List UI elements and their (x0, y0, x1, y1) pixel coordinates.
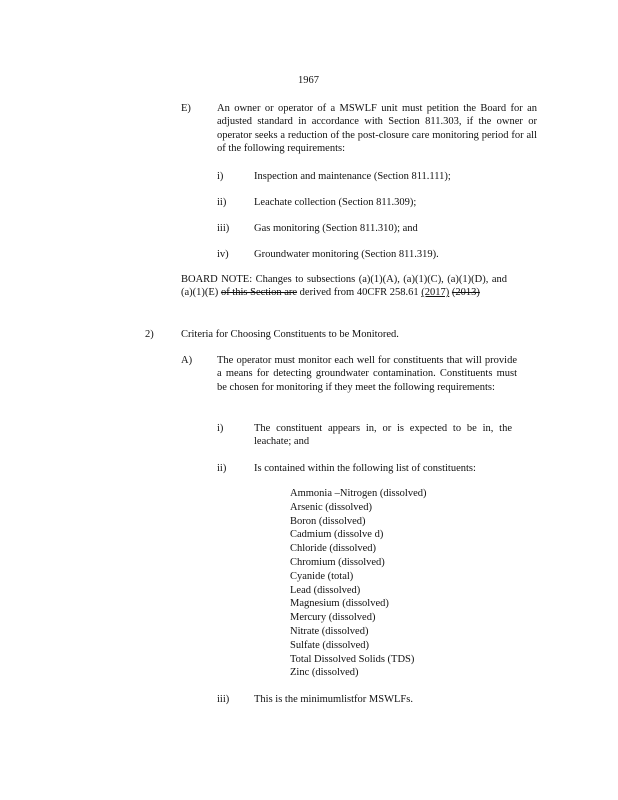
item-e-label: E) (181, 103, 191, 114)
board-note-struck-year: (2013) (451, 287, 480, 299)
board-note-text-2: derived from 40CFR 258.61 (299, 287, 419, 299)
board-note (181, 273, 507, 300)
item-2-heading: Criteria for Choosing Constituents to be Monitored. (181, 329, 399, 340)
item-a-ii-text: Is contained within the following list of constituents: (254, 463, 476, 474)
list-item: Magnesium (dissolved) (290, 598, 389, 610)
board-note-inserted-year: (2017) (421, 287, 450, 299)
item-e-iii-text: Gas monitoring (Section 811.310); and (254, 223, 418, 234)
item-a-text: The operator must monitor each well for constituents that will provide a means for detecting groundwater contamination. Constituents must be chosen for monitoring if they meet the following requirements: (217, 355, 517, 393)
item-e-iii-label: iii) (217, 223, 230, 234)
item-a-i-label: i) (217, 423, 224, 434)
list-item: Sulfate (dissolved) (290, 639, 370, 651)
item-e-ii-label: ii) (217, 197, 227, 208)
list-item: Chromium (dissolved) (290, 556, 385, 568)
item-a-ii-label: ii) (217, 463, 227, 474)
list-item: Nitrate (dissolved) (290, 625, 369, 637)
item-a-iii-text: This is the minimumlistfor MSWLFs. (254, 694, 413, 705)
list-item: Cadmium (dissolve d) (290, 529, 384, 541)
item-e-i-text: Inspection and maintenance (Section 811.111); (254, 171, 451, 182)
constituent-list (290, 487, 426, 680)
list-item: Cyanide (total) (290, 570, 354, 582)
item-e-text: An owner or operator of a MSWLF unit must petition the Board for an adjusted standard in accordance with Section 811.303, if the owner or operator seeks a reduction of the post-closure care monitoring period for all of the following requirements: (217, 103, 537, 154)
item-2-label: 2) (145, 329, 154, 340)
board-note-text: BOARD NOTE: Changes to subsections (a)(1)(A), (a)(1)(C), (a)(1)(D), and (a)(1)(E) (181, 274, 507, 299)
item-a-iii-label: iii) (217, 694, 230, 705)
item-e-iv-text: Groundwater monitoring (Section 811.319). (254, 249, 439, 260)
board-note-struck-text: of this Section are (220, 287, 298, 299)
item-e-ii-text: Leachate collection (Section 811.309); (254, 197, 417, 208)
list-item: Lead (dissolved) (290, 584, 361, 596)
list-item: Arsenic (dissolved) (290, 501, 372, 513)
item-e-i-label: i) (217, 171, 224, 182)
list-item: Mercury (dissolved) (290, 612, 376, 624)
item-a-i-text: The constituent appears in, or is expected to be in, the leachate; and (254, 423, 512, 448)
list-item: Chloride (dissolved) (290, 543, 377, 555)
list-item: Boron (dissolved) (290, 515, 366, 527)
list-item: Zinc (dissolved) (290, 667, 359, 679)
item-a-label: A) (181, 355, 193, 366)
item-e-iv-label: iv) (217, 249, 229, 260)
list-item: Total Dissolved Solids (TDS) (290, 653, 415, 665)
page-number: 1967 (298, 75, 319, 86)
list-item: Ammonia –Nitrogen (dissolved) (290, 488, 427, 499)
